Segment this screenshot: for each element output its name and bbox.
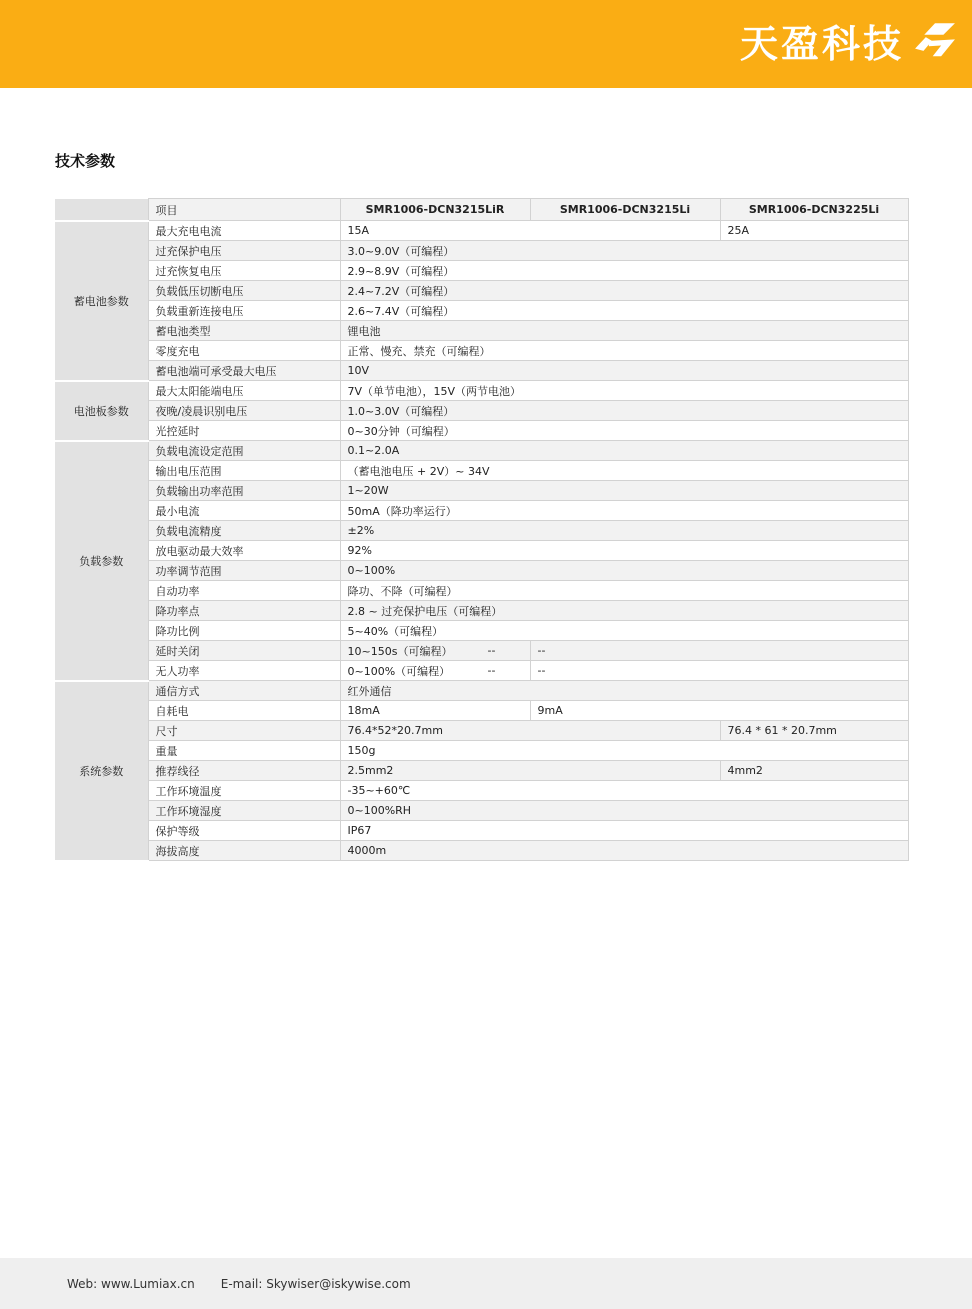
table-row (55, 261, 908, 281)
param-label-cell: 自耗电 (148, 701, 340, 721)
table-row (55, 561, 908, 581)
table-row (55, 721, 908, 741)
param-label-cell: 负载电流精度 (148, 521, 340, 541)
param-label-cell: 降功比例 (148, 621, 340, 641)
page-title: 技术参数 (55, 152, 116, 170)
param-label-cell: 输出电压范围 (148, 461, 340, 481)
param-value-cell: -35~+60℃ (340, 781, 908, 801)
param-value-cell: 0~100%RH (340, 801, 908, 821)
table-row (55, 621, 908, 641)
param-label-cell: 重量 (148, 741, 340, 761)
param-value-cell: 正常、慢充、禁充（可编程） (340, 341, 908, 361)
logo-icon (912, 21, 958, 67)
param-label-cell: 负载重新连接电压 (148, 301, 340, 321)
param-value-cell: 0~100% (340, 561, 908, 581)
footer-email-link[interactable]: E-mail: Skywiser@iskywise.com (220, 1276, 411, 1291)
param-value-cell: 7V（单节电池），15V（两节电池） (340, 381, 908, 401)
table-row (55, 761, 908, 781)
group-cell: 系统参数 (55, 681, 148, 861)
model-header-cell: SMR1006-DCN3225Li (720, 199, 908, 221)
param-label-cell: 负载输出功率范围 (148, 481, 340, 501)
table-row (55, 381, 908, 401)
param-label-cell: 负载电流设定范围 (148, 441, 340, 461)
group-cell: 蓄电池参数 (55, 221, 148, 381)
param-value-cell: 25A (720, 221, 908, 241)
param-value-cell (340, 661, 530, 681)
param-label-cell: 过充恢复电压 (148, 261, 340, 281)
table-row (55, 841, 908, 861)
table-row (55, 681, 908, 701)
param-label-cell: 蓄电池类型 (148, 321, 340, 341)
table-row (55, 521, 908, 541)
param-label-cell: 光控延时 (148, 421, 340, 441)
param-value-cell: 150g (340, 741, 908, 761)
param-value-cell: 92% (340, 541, 908, 561)
group-corner-cell (55, 199, 148, 221)
param-value-cell: 18mA (340, 701, 530, 721)
param-value-cell: 15A (340, 221, 720, 241)
param-label-cell: 放电驱动最大效率 (148, 541, 340, 561)
param-label-cell: 工作环境温度 (148, 781, 340, 801)
table-row (55, 221, 908, 241)
param-value-cell: 4000m (340, 841, 908, 861)
param-label-cell: 夜晚/凌晨识别电压 (148, 401, 340, 421)
footer-web-link[interactable]: Web: www.Lumiax.cn (67, 1276, 195, 1291)
table-row (55, 781, 908, 801)
param-value-cell: IP67 (340, 821, 908, 841)
param-value-cell: 2.6~7.4V（可编程） (340, 301, 908, 321)
group-cell: 电池板参数 (55, 381, 148, 441)
param-value-dash: -- (487, 664, 496, 677)
param-label-cell: 零度充电 (148, 341, 340, 361)
table-row (55, 301, 908, 321)
table-row (55, 821, 908, 841)
param-value-cell: 76.4 * 61 * 20.7mm (720, 721, 908, 741)
table-row (55, 701, 908, 721)
param-value-text: 0~100%（可编程） (347, 664, 451, 678)
footer-band (0, 1258, 972, 1309)
company-logo-text: 天盈科技 (739, 22, 904, 66)
table-row (55, 801, 908, 821)
model-header-cell: SMR1006-DCN3215LiR (340, 199, 530, 221)
param-label-cell: 负载低压切断电压 (148, 281, 340, 301)
param-value-cell: 76.4*52*20.7mm (340, 721, 720, 741)
table-row (55, 241, 908, 261)
table-row (55, 421, 908, 441)
param-value-cell: 2.4~7.2V（可编程） (340, 281, 908, 301)
param-label-cell: 降功率点 (148, 601, 340, 621)
param-label-cell: 工作环境湿度 (148, 801, 340, 821)
table-row (55, 581, 908, 601)
param-label-cell: 通信方式 (148, 681, 340, 701)
table-row (55, 661, 908, 681)
item-header-cell: 项目 (148, 199, 340, 221)
table-row (55, 501, 908, 521)
table-row (55, 281, 908, 301)
table-row (55, 321, 908, 341)
table-row (55, 441, 908, 461)
param-value-cell: 4mm2 (720, 761, 908, 781)
group-cell: 负载参数 (55, 441, 148, 681)
param-label-cell: 无人功率 (148, 661, 340, 681)
param-label-cell: 蓄电池端可承受最大电压 (148, 361, 340, 381)
param-label-cell: 最大充电电流 (148, 221, 340, 241)
table-row (55, 361, 908, 381)
param-label-cell: 功率调节范围 (148, 561, 340, 581)
header-band (0, 0, 972, 88)
param-label-cell: 推荐线径 (148, 761, 340, 781)
param-value-cell: 5~40%（可编程） (340, 621, 908, 641)
param-value-cell: （蓄电池电压 + 2V）~ 34V (340, 461, 908, 481)
model-header-cell: SMR1006-DCN3215Li (530, 199, 720, 221)
param-value-cell: 0~30分钟（可编程） (340, 421, 908, 441)
table-row (55, 461, 908, 481)
param-value-cell: 1~20W (340, 481, 908, 501)
param-label-cell: 自动功率 (148, 581, 340, 601)
param-value-cell: 锂电池 (340, 321, 908, 341)
table-row (55, 601, 908, 621)
table-row (55, 541, 908, 561)
spec-table (55, 198, 909, 862)
param-value-cell: 2.8 ~ 过充保护电压（可编程） (340, 601, 908, 621)
param-value-cell (340, 641, 530, 661)
param-value-cell: 红外通信 (340, 681, 908, 701)
table-header-row (55, 199, 908, 221)
param-value-cell: 2.9~8.9V（可编程） (340, 261, 908, 281)
param-value-cell: 50mA（降功率运行） (340, 501, 908, 521)
company-logo (740, 0, 958, 88)
param-value-cell: -- (530, 641, 908, 661)
table-row (55, 481, 908, 501)
param-label-cell: 最大太阳能端电压 (148, 381, 340, 401)
param-label-cell: 尺寸 (148, 721, 340, 741)
param-value-cell: 1.0~3.0V（可编程） (340, 401, 908, 421)
param-value-cell: 0.1~2.0A (340, 441, 908, 461)
param-value-cell: -- (530, 661, 908, 681)
param-value-cell: ±2% (340, 521, 908, 541)
param-label-cell: 最小电流 (148, 501, 340, 521)
param-label-cell: 过充保护电压 (148, 241, 340, 261)
param-label-cell: 海拔高度 (148, 841, 340, 861)
param-value-cell: 2.5mm2 (340, 761, 720, 781)
table-row (55, 641, 908, 661)
spec-table-body (55, 199, 908, 861)
table-row (55, 741, 908, 761)
param-value-cell: 降功、不降（可编程） (340, 581, 908, 601)
param-value-dash: -- (487, 644, 496, 657)
param-value-text: 10~150s（可编程） (347, 644, 453, 658)
table-row (55, 401, 908, 421)
table-row (55, 341, 908, 361)
param-value-cell: 10V (340, 361, 908, 381)
param-value-cell: 9mA (530, 701, 908, 721)
param-value-cell: 3.0~9.0V（可编程） (340, 241, 908, 261)
param-label-cell: 保护等级 (148, 821, 340, 841)
param-label-cell: 延时关闭 (148, 641, 340, 661)
